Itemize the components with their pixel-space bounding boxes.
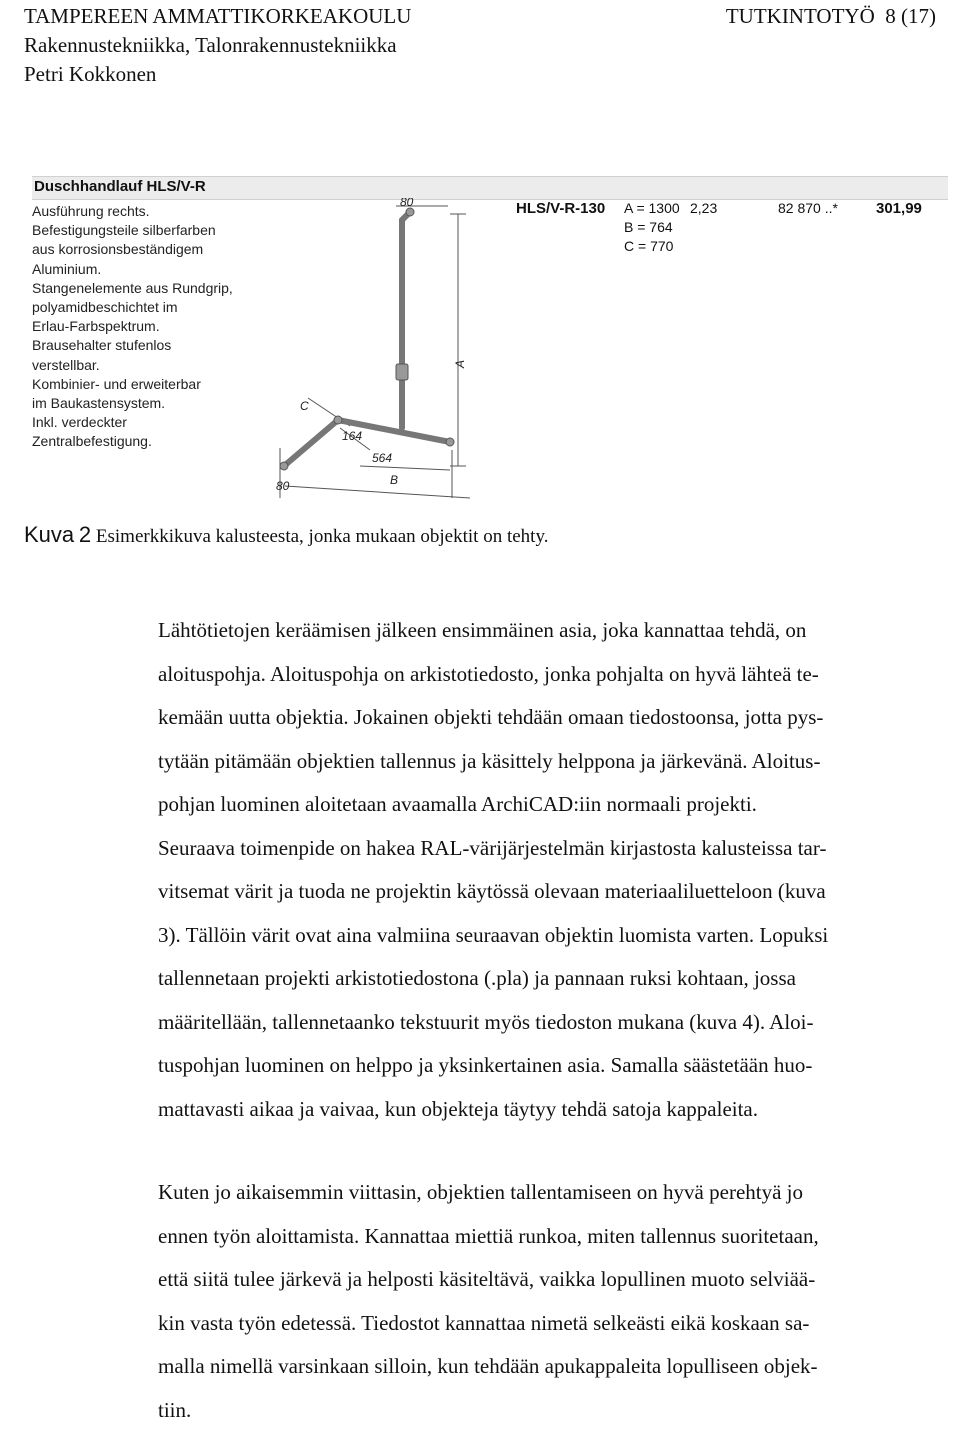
desc-line: Zentralbefestigung. [32,432,252,451]
caption-label: Kuva [24,522,74,547]
dim-label-a: A [453,360,467,369]
price-value: 301,99 [876,200,922,217]
desc-line: aus korrosionsbeständigem [32,240,252,259]
figure-caption [24,522,548,548]
dim-a-value: A = 1300 [624,200,680,216]
text-line: 3). Tällöin värit ovat aina valmiina seuraavan objektin luomista varten. Lopuksi [158,914,938,958]
text-line: tytään pitämään objektien tallennus ja käsittely helppona ja järkevänä. Aloitus- [158,740,938,784]
desc-line: Erlau-Farbspektrum. [32,317,252,336]
product-figure [20,168,940,520]
text-line: mattavasti aikaa ja vaivaa, kun objekteja täytyy tehdä satoja kappaleita. [158,1088,938,1132]
desc-line: polyamidbeschichtet im [32,298,252,317]
program-name: Rakennustekniikka, Talonrakennustekniikka [24,31,397,59]
handrail-drawing [240,198,500,520]
desc-line: Inkl. verdeckter [32,413,252,432]
desc-line: Befestigungsteile silberfarben [32,221,252,240]
desc-line: Brausehalter stufenlos [32,336,252,355]
figure-description [32,202,252,452]
text-line: Kuten jo aikaisemmin viittasin, objektien tallentamiseen on hyvä perehtyä jo [158,1171,938,1215]
text-line: Seuraava toimenpide on hakea RAL-värijärjestelmän kirjastosta kalusteissa tar- [158,827,938,871]
text-line: ennen työn aloittamista. Kannattaa miettiä runkoa, miten tallennus suoritetaan, [158,1215,938,1259]
desc-line: Aluminium. [32,260,252,279]
caption-number: 2 [79,522,91,547]
text-line: tiin. [158,1389,938,1432]
weight-value: 2,23 [690,200,717,216]
caption-text: Esimerkkikuva kalusteesta, jonka mukaan objektit on tehty. [96,526,549,547]
desc-line: verstellbar. [32,356,252,375]
desc-line: Ausführung rechts. [32,202,252,221]
page-number: 8 (17) [885,4,936,28]
text-line: tuspohjan luominen on helppo ja yksinkertainen asia. Samalla säästetään huo- [158,1044,938,1088]
text-line: vitsemat värit ja tuoda ne projektin käytössä olevaan materiaaliluetteloon (kuva [158,870,938,914]
text-line: että siitä tulee järkevä ja helposti käsiteltävä, vaikka lopullinen muoto selviää- [158,1258,938,1302]
dim-label-top: 80 [400,198,414,209]
text-line: tallennetaan projekti arkistotiedostona (.pla) ja pannaan ruksi kohtaan, jossa [158,957,938,1001]
text-line: malla nimellä varsinkaan silloin, kun tehdään apukappaleita lopulliseen objek- [158,1345,938,1389]
doc-type: TUTKINTOTYÖ [726,4,875,28]
desc-line: Stangenelemente aus Rundgrip, [32,279,252,298]
desc-line: Kombinier- und erweiterbar [32,375,252,394]
dim-label-564: 564 [372,451,392,465]
desc-line: im Baukastensystem. [32,394,252,413]
dim-label-bottom: 80 [276,479,290,493]
author-name: Petri Kokkonen [24,60,156,88]
header-right [726,2,936,30]
text-line: kin vasta työn edetessä. Tiedostot kannattaa nimetä selkeästi eikä koskaan sa- [158,1302,938,1346]
dim-b-value: B = 764 [624,219,673,235]
dim-c-value: C = 770 [624,238,673,254]
text-line: aloituspohja. Aloituspohja on arkistotiedosto, jonka pohjalta on hyvä lähteä te- [158,653,938,697]
figure-title: Duschhandlauf HLS/V-R [34,178,206,195]
dim-label-164: 164 [342,429,362,443]
model-code: HLS/V-R-130 [516,200,605,217]
text-line: pohjan luominen aloitetaan avaamalla ArchiCAD:iin normaali projekti. [158,783,938,827]
text-line: Lähtötietojen keräämisen jälkeen ensimmäinen asia, joka kannattaa tehdä, on [158,609,938,653]
figure-title-bar [32,176,948,200]
paragraph-1 [158,609,938,1131]
school-name: TAMPEREEN AMMATTIKORKEAKOULU [24,2,411,30]
text-line: määritellään, tallennetaanko tekstuurit myös tiedoston mukana (kuva 4). Aloi- [158,1001,938,1045]
paragraph-2 [158,1171,938,1432]
dim-label-b: B [390,473,398,487]
article-number: 82 870 ..* [778,200,838,216]
text-line: kemään uutta objektia. Jokainen objekti tehdään omaan tiedostoonsa, jotta pys- [158,696,938,740]
dim-label-c: C [300,399,309,413]
